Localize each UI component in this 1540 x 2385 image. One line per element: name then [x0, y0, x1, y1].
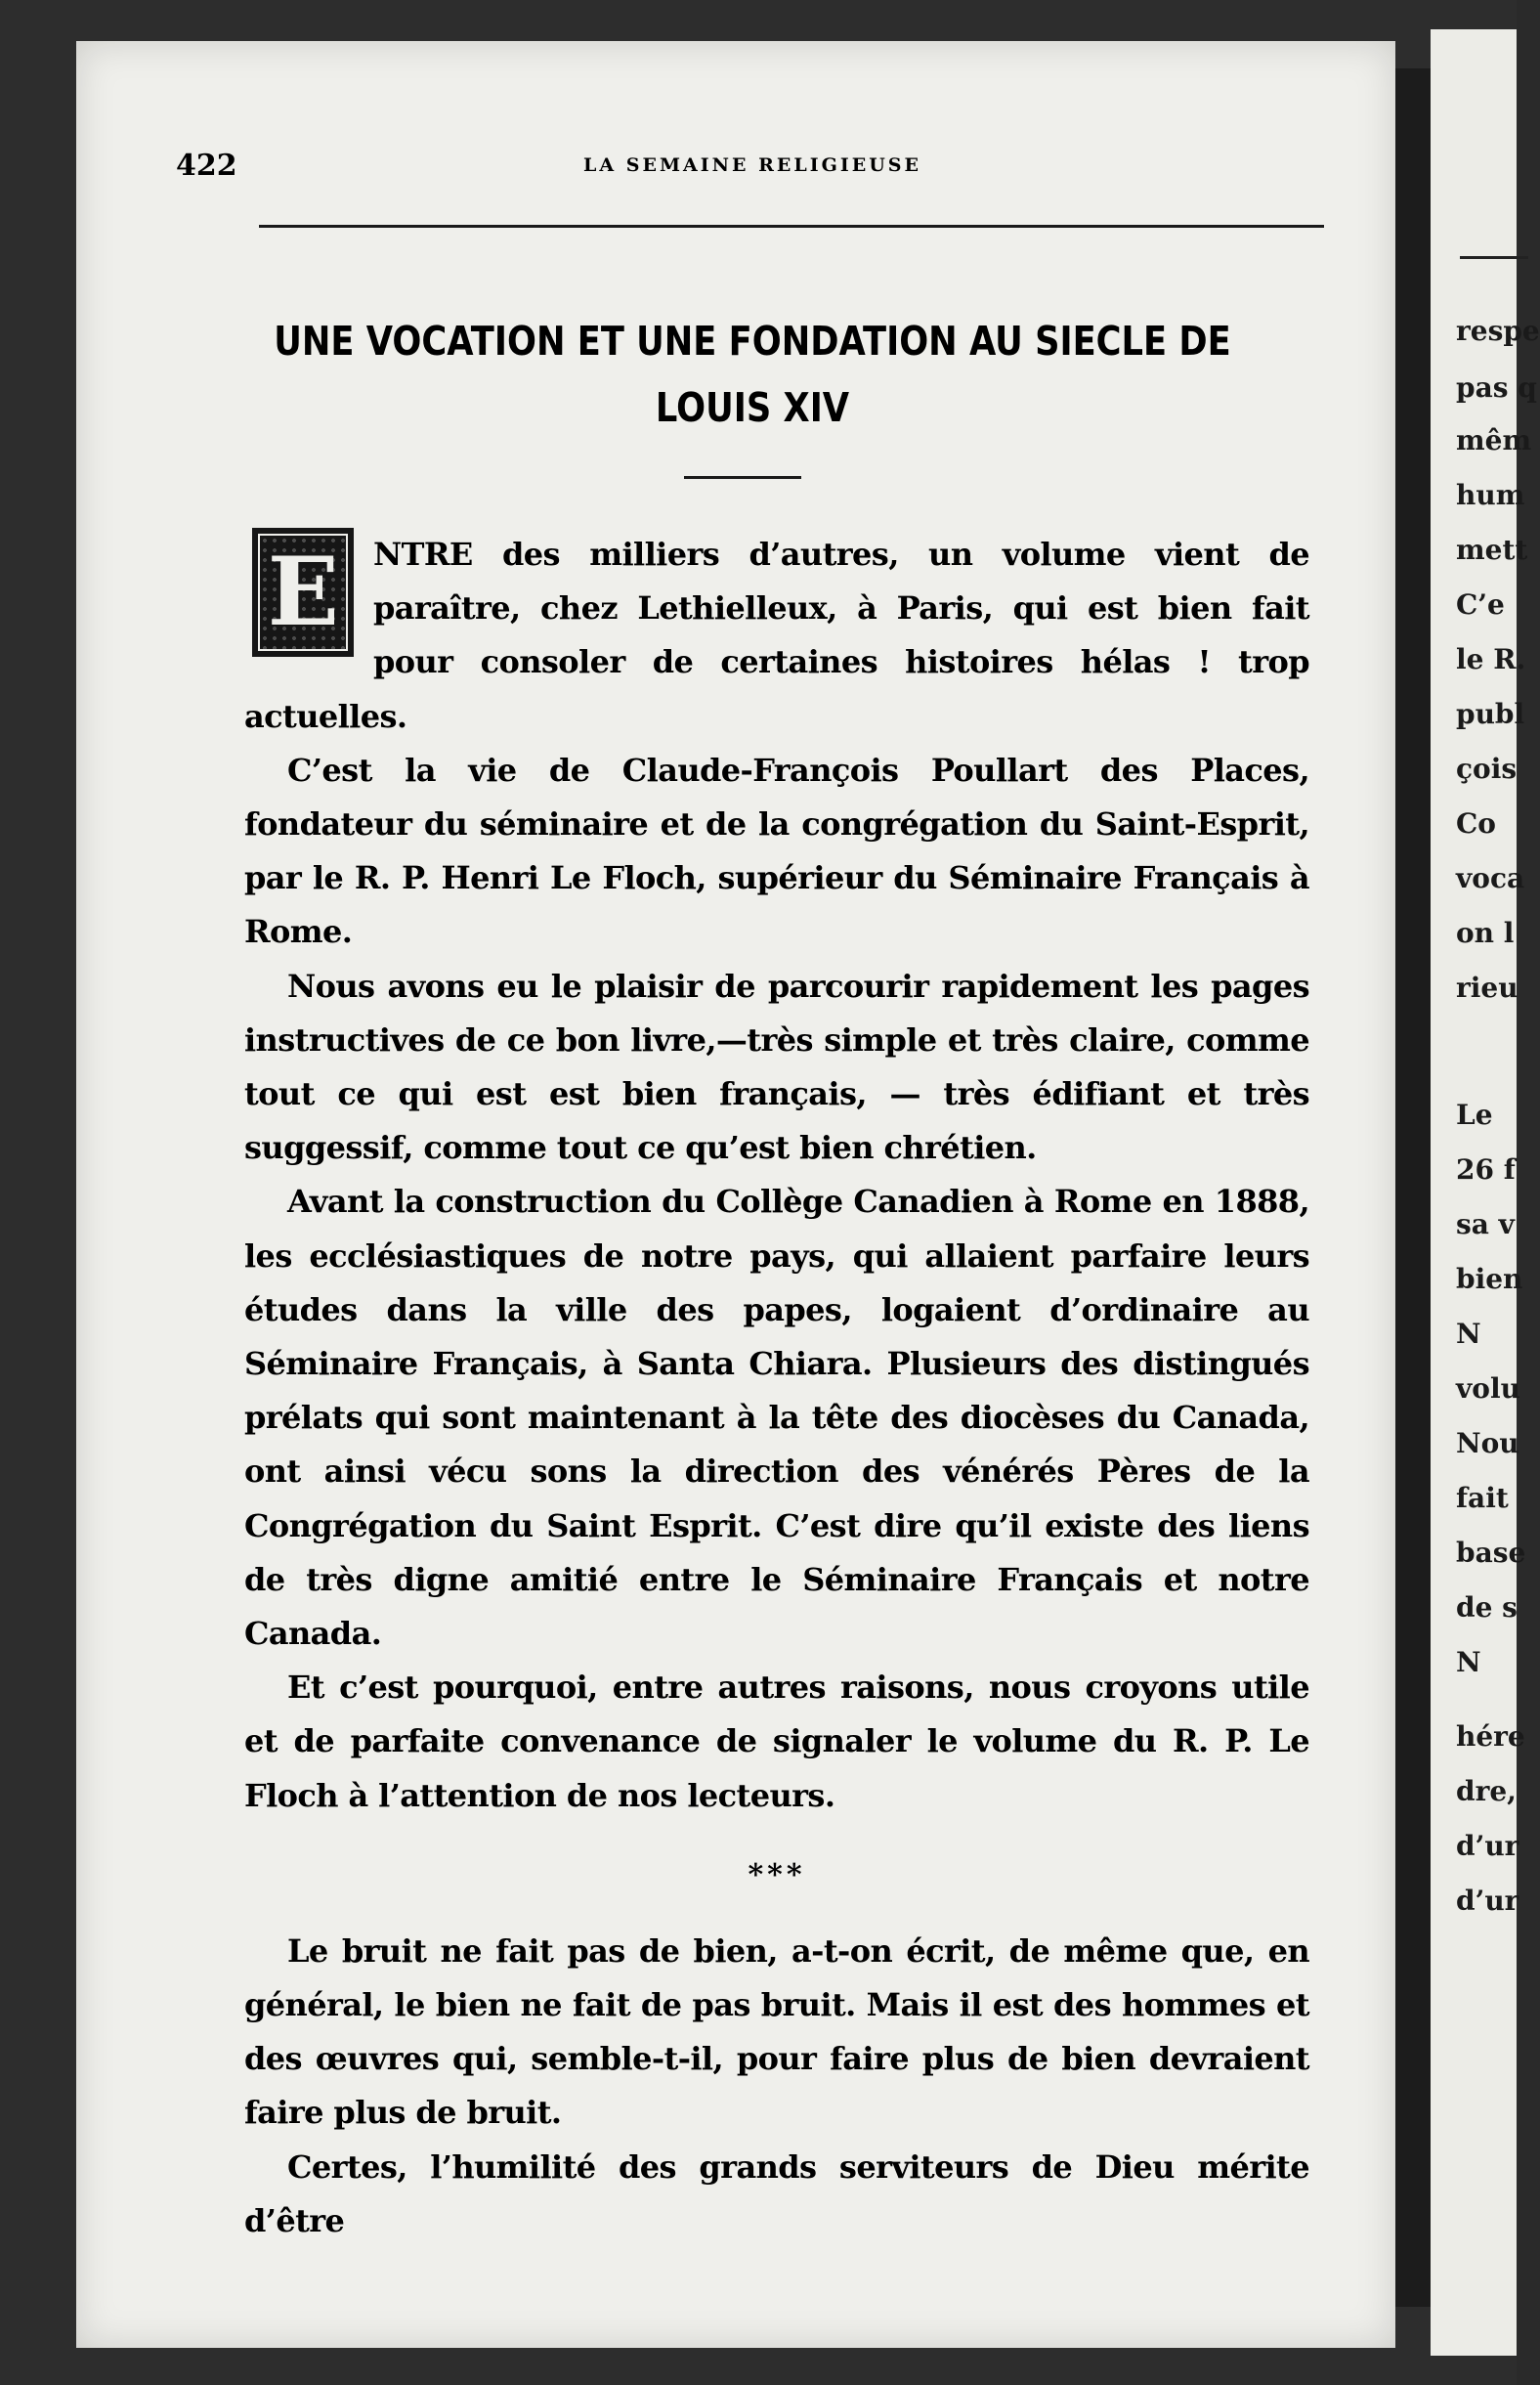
facing-line: N	[1456, 1318, 1481, 1350]
title-rule	[684, 476, 801, 479]
facing-line: respe	[1456, 315, 1540, 347]
facing-line: dre,	[1456, 1775, 1517, 1807]
facing-line: Nou	[1456, 1427, 1519, 1459]
facing-line: sa v	[1456, 1208, 1515, 1240]
facing-line: le R.	[1456, 643, 1526, 675]
paragraph-7: Certes, l’humilité des grands serviteurs de Dieu mérite d’être	[244, 2147, 1309, 2239]
facing-line: de s	[1456, 1591, 1518, 1624]
paragraph-5: Et c’est pourquoi, entre autres raisons, nous croyons utile et de parfaite convenance de signaler le volume du R. P. Le Floch à l’attention de nos lecteurs.	[244, 1669, 1309, 1814]
facing-line: N	[1456, 1646, 1481, 1678]
drop-cap-ornament	[252, 528, 354, 657]
facing-page	[1431, 29, 1540, 2356]
page-number: 422	[176, 149, 237, 183]
facing-line: Le	[1456, 1099, 1493, 1131]
drop-cap-frame	[258, 534, 348, 651]
facing-line: mett	[1456, 534, 1528, 566]
facing-line: Co	[1456, 807, 1496, 840]
facing-page-rule	[1460, 256, 1528, 259]
facing-line: rieu	[1456, 972, 1519, 1004]
facing-line: bien	[1456, 1263, 1523, 1295]
paragraph-4: Avant la construction du Collège Canadien à Rome en 1888, les ecclésiastiques de notre pays, qui allaient parfaire leurs études dans la ville des papes, logaient d’ordinaire au Séminaire Français, à Santa Chiara. Plusieurs des distingués prélats qui sont maintenant à la tête des diocèses du Canada, ont ainsi vécu sons la direction des vénérés Pères de la Congrégation du Saint Esprit. C’est dire qu’il existe des liens de très digne amitié entre le Séminaire Français et notre Canada.	[244, 1183, 1309, 1653]
drop-cap-letter: E	[267, 537, 339, 647]
facing-line: publ	[1456, 698, 1525, 730]
book-gutter	[1395, 68, 1431, 2307]
facing-line: pas q	[1456, 371, 1537, 404]
facing-line: on l	[1456, 917, 1515, 949]
paragraph-2: C’est la vie de Claude-François Poullart des Places, fondateur du séminaire et de la congrégation du Saint-Esprit, par le R. P. Henri Le Floch, supérieur du Séminaire Français à Rome.	[244, 751, 1309, 951]
facing-line: voca	[1456, 862, 1525, 894]
facing-line: 26 f	[1456, 1153, 1516, 1186]
journal-title: LA SEMAINE RELIGIEUSE	[583, 154, 921, 176]
running-head	[176, 149, 1329, 188]
section-separator: ***	[748, 1857, 806, 1892]
facing-line: mêm	[1456, 424, 1532, 456]
facing-line: hére	[1456, 1720, 1525, 1753]
paragraph-6: Le bruit ne fait pas de bien, a-t-on écrit, de même que, en général, le bien ne fait de pas bruit. Mais il est des hommes et des œuvres qui, semble-t-il, pour faire plus de bien devraient faire plus de bruit.	[244, 1931, 1309, 2132]
header-rule	[259, 225, 1324, 228]
facing-line: volu	[1456, 1372, 1520, 1405]
facing-line: fait	[1456, 1482, 1509, 1514]
paragraph-1	[244, 528, 1309, 744]
article-title: UNE VOCATION ET UNE FONDATION AU SIECLE DE LOUIS XIV	[274, 318, 1231, 431]
article-body	[244, 528, 1309, 2248]
facing-line: hum	[1456, 479, 1525, 511]
facing-line: d’ur	[1456, 1885, 1519, 1917]
paragraph-text: NTRE des milliers d’autres, un volume vient de paraître, chez Lethielleux, à Paris, qui est bien fait pour consoler de certaines histoires hélas ! trop actuelles.	[244, 536, 1309, 735]
facing-line: base	[1456, 1537, 1526, 1569]
facing-line: C’e	[1456, 588, 1505, 621]
facing-line: d’ur	[1456, 1830, 1519, 1862]
paragraph-3: Nous avons eu le plaisir de parcourir rapidement les pages instructives de ce bon livre,—très simple et très claire, comme tout ce qui est est bien français, — très édifiant et très suggessif, comme tout ce qu’est bien chrétien.	[244, 967, 1309, 1167]
facing-line: çois	[1456, 753, 1518, 785]
